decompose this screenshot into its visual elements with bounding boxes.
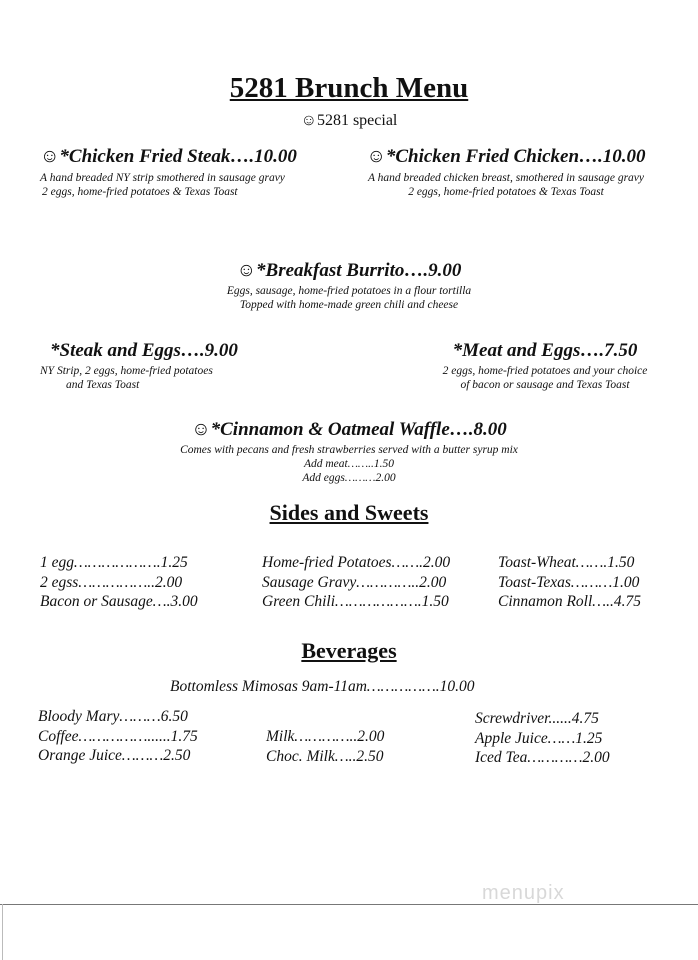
beverages-column-3 xyxy=(475,709,610,768)
section-heading-beverages: Beverages xyxy=(301,638,397,663)
dish-name: ☺*Breakfast Burrito….9.00 xyxy=(236,260,462,281)
list-item: Sausage Gravy…………..2.00 xyxy=(262,573,447,591)
dish-description: Comes with pecans and fresh strawberries served with a butter syrup mix xyxy=(180,444,518,456)
dish-name: ☺*Cinnamon & Oatmeal Waffle….8.00 xyxy=(191,419,507,440)
dish-description: and Texas Toast xyxy=(66,379,140,391)
dish-description: 2 eggs, home-fried potatoes and your choice xyxy=(442,365,648,377)
special-note: ☺5281 special xyxy=(300,112,398,129)
menu-item-waffle xyxy=(150,419,548,485)
dish-description: of bacon or sausage and Texas Toast xyxy=(460,379,630,391)
list-item: Choc. Milk…..2.50 xyxy=(266,747,384,765)
bottomless-mimosas: Bottomless Mimosas 9am-11am…………….10.00 xyxy=(170,678,475,695)
dish-description: 2 eggs, home-fried potatoes & Texas Toast xyxy=(42,186,238,198)
menu-title: 5281 Brunch Menu xyxy=(229,72,469,104)
list-item: Toast-Wheat…….1.50 xyxy=(498,554,635,571)
dish-name: *Steak and Eggs….9.00 xyxy=(50,340,238,361)
beverages-column-1 xyxy=(38,707,198,766)
sides-column-2 xyxy=(262,553,450,612)
list-item: Home-fried Potatoes…….2.00 xyxy=(262,554,451,571)
beverages-column-2 xyxy=(266,727,384,766)
menu-item-breakfast-burrito xyxy=(200,260,498,312)
menu-item-meat-and-eggs xyxy=(420,340,670,392)
list-item: Orange Juice………2.50 xyxy=(38,747,191,764)
dish-description: Topped with home-made green chili and cheese xyxy=(239,299,459,311)
menu-item-chicken-fried-steak xyxy=(40,146,297,199)
list-item: Coffee……………......1.75 xyxy=(38,727,198,745)
dish-description: Eggs, sausage, home-fried potatoes in a flour tortilla xyxy=(226,285,472,297)
list-item: 2 egss……………..2.00 xyxy=(40,573,183,591)
menupix-watermark: menupix xyxy=(482,882,565,904)
list-item: Toast-Texas………1.00 xyxy=(498,573,640,591)
list-item: 1 egg……………….1.25 xyxy=(40,554,188,571)
addon-eggs: Add eggs………2.00 xyxy=(302,472,396,484)
list-item: Milk…………..2.00 xyxy=(266,728,385,745)
list-item: Green Chili……………….1.50 xyxy=(262,593,449,610)
section-heading-sides: Sides and Sweets xyxy=(269,500,429,525)
list-item: Bloody Mary………6.50 xyxy=(38,708,188,725)
list-item: Bacon or Sausage….3.00 xyxy=(40,593,198,610)
dish-name: ☺*Chicken Fried Chicken….10.00 xyxy=(366,146,646,167)
dish-description: 2 eggs, home-fried potatoes & Texas Toast xyxy=(408,186,604,198)
dish-name: *Meat and Eggs….7.50 xyxy=(452,340,638,361)
list-item: Iced Tea…………2.00 xyxy=(475,749,610,766)
scan-edge-line xyxy=(0,904,698,905)
list-item: Cinnamon Roll…..4.75 xyxy=(498,593,641,610)
addon-meat: Add meat……..1.50 xyxy=(303,458,395,470)
dish-description: A hand breaded NY strip smothered in sausage gravy xyxy=(40,172,285,184)
list-item: Apple Juice……1.25 xyxy=(475,729,603,747)
dish-description: A hand breaded chicken breast, smothered in sausage gravy xyxy=(367,172,645,184)
scan-edge-line xyxy=(2,904,3,960)
list-item: Screwdriver......4.75 xyxy=(475,710,599,727)
sides-column-3 xyxy=(498,553,641,612)
dish-description: NY Strip, 2 eggs, home-fried potatoes xyxy=(40,365,213,377)
menu-item-steak-and-eggs xyxy=(40,340,238,392)
menu-item-chicken-fried-chicken xyxy=(348,146,664,199)
sides-column-1 xyxy=(40,553,198,612)
dish-name: ☺*Chicken Fried Steak….10.00 xyxy=(40,146,297,167)
